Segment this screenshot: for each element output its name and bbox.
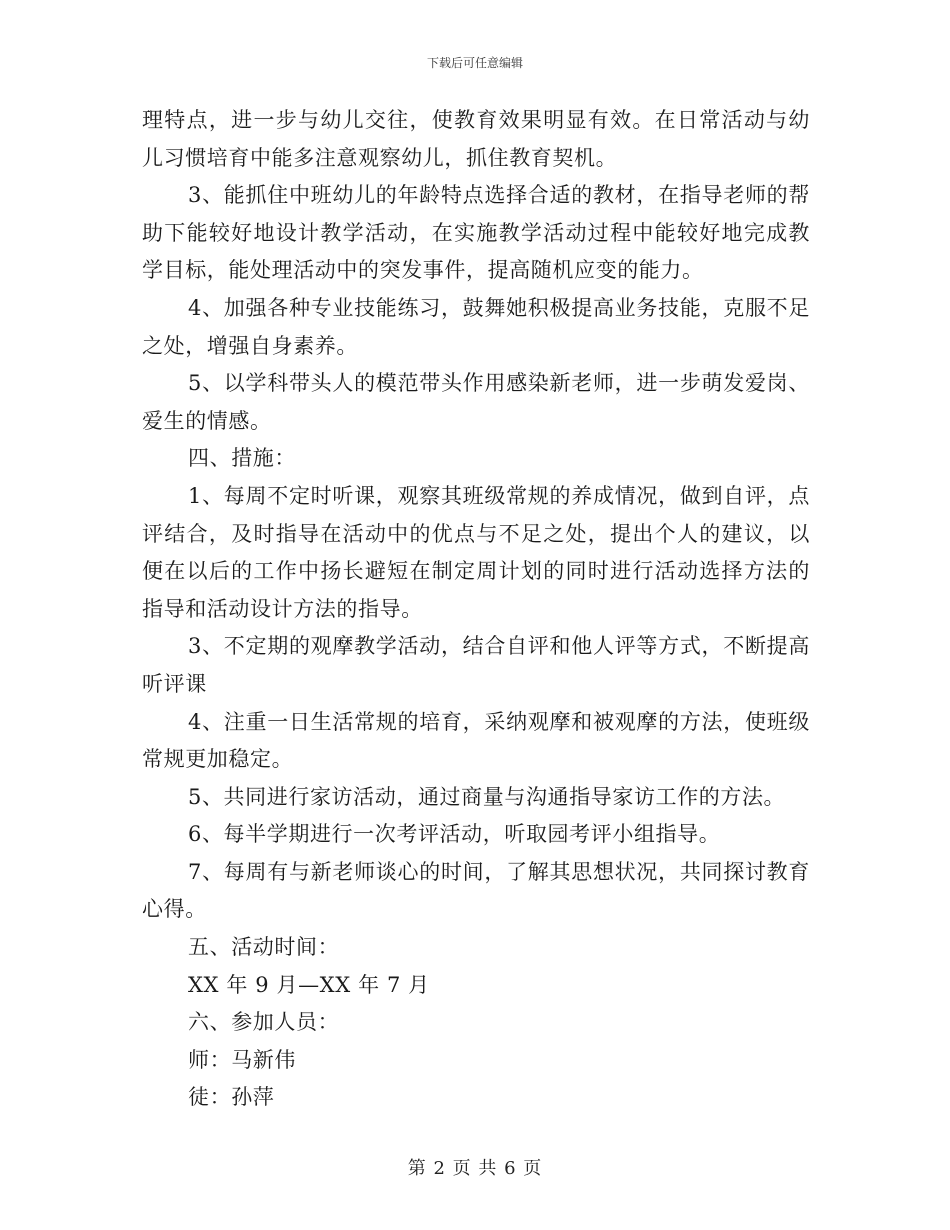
paragraph-item-4: 4、加强各种专业技能练习，鼓舞她积极提高业务技能，克服不足之处，增强自身素养。 — [142, 295, 810, 358]
page-header: 下载后可任意编辑 — [426, 56, 523, 70]
page-footer: 第 2 页 共 6 页 — [407, 1158, 543, 1179]
participant-apprentice: 徒：孙萍 — [188, 1085, 275, 1110]
section-heading-participants: 六、参加人员： — [188, 1010, 340, 1035]
paragraph-item-5: 5、以学科带头人的模范带头作用感染新老师，进一步萌发爱岗、爱生的情感。 — [142, 371, 810, 433]
measure-item-6: 6、每半学期进行一次考评活动，听取园考评小组指导。 — [188, 822, 721, 847]
measure-item-4: 4、注重一日生活常规的培育，采纳观摩和被观摩的方法，使班级常规更加稳定。 — [142, 709, 810, 772]
section-heading-activity-time: 五、活动时间： — [188, 935, 340, 960]
section-heading-measures: 四、措施： — [188, 446, 296, 471]
participant-mentor: 师：马新伟 — [188, 1047, 296, 1072]
measure-item-3: 3、不定期的观摩教学活动，结合自评和他人评等方式，不断提高听评课 — [142, 634, 810, 696]
measure-item-7: 7、每周有与新老师谈心的时间，了解其思想状况，共同探讨教育心得。 — [142, 859, 810, 922]
activity-time-value: XX 年 9 月—XX 年 7 月 — [188, 972, 430, 997]
paragraph-continuation: 理特点，进一步与幼儿交往，使教育效果明显有效。在日常活动与幼儿习惯培育中能多注意观察幼儿，抓住教育契机。 — [142, 108, 810, 170]
measure-item-5: 5、共同进行家访活动，通过商量与沟通指导家访工作的方法。 — [188, 784, 786, 809]
paragraph-item-3: 3、能抓住中班幼儿的年龄特点选择合适的教材，在指导老师的帮助下能较好地设计教学活动，在实施教学活动过程中能较好地完成教学目标，能处理活动中的突发事件，提高随机应变的能力。 — [142, 183, 810, 283]
document-body — [142, 102, 810, 1117]
measure-item-1: 1、每周不定时听课，观察其班级常规的养成情况，做到自评，点评结合，及时指导在活动中的优点与不足之处，提出个人的建议，以便在以后的工作中扬长避短在制定周计划的同时进行活动选择方法的指导和活动设计方法的指导。 — [142, 483, 810, 621]
